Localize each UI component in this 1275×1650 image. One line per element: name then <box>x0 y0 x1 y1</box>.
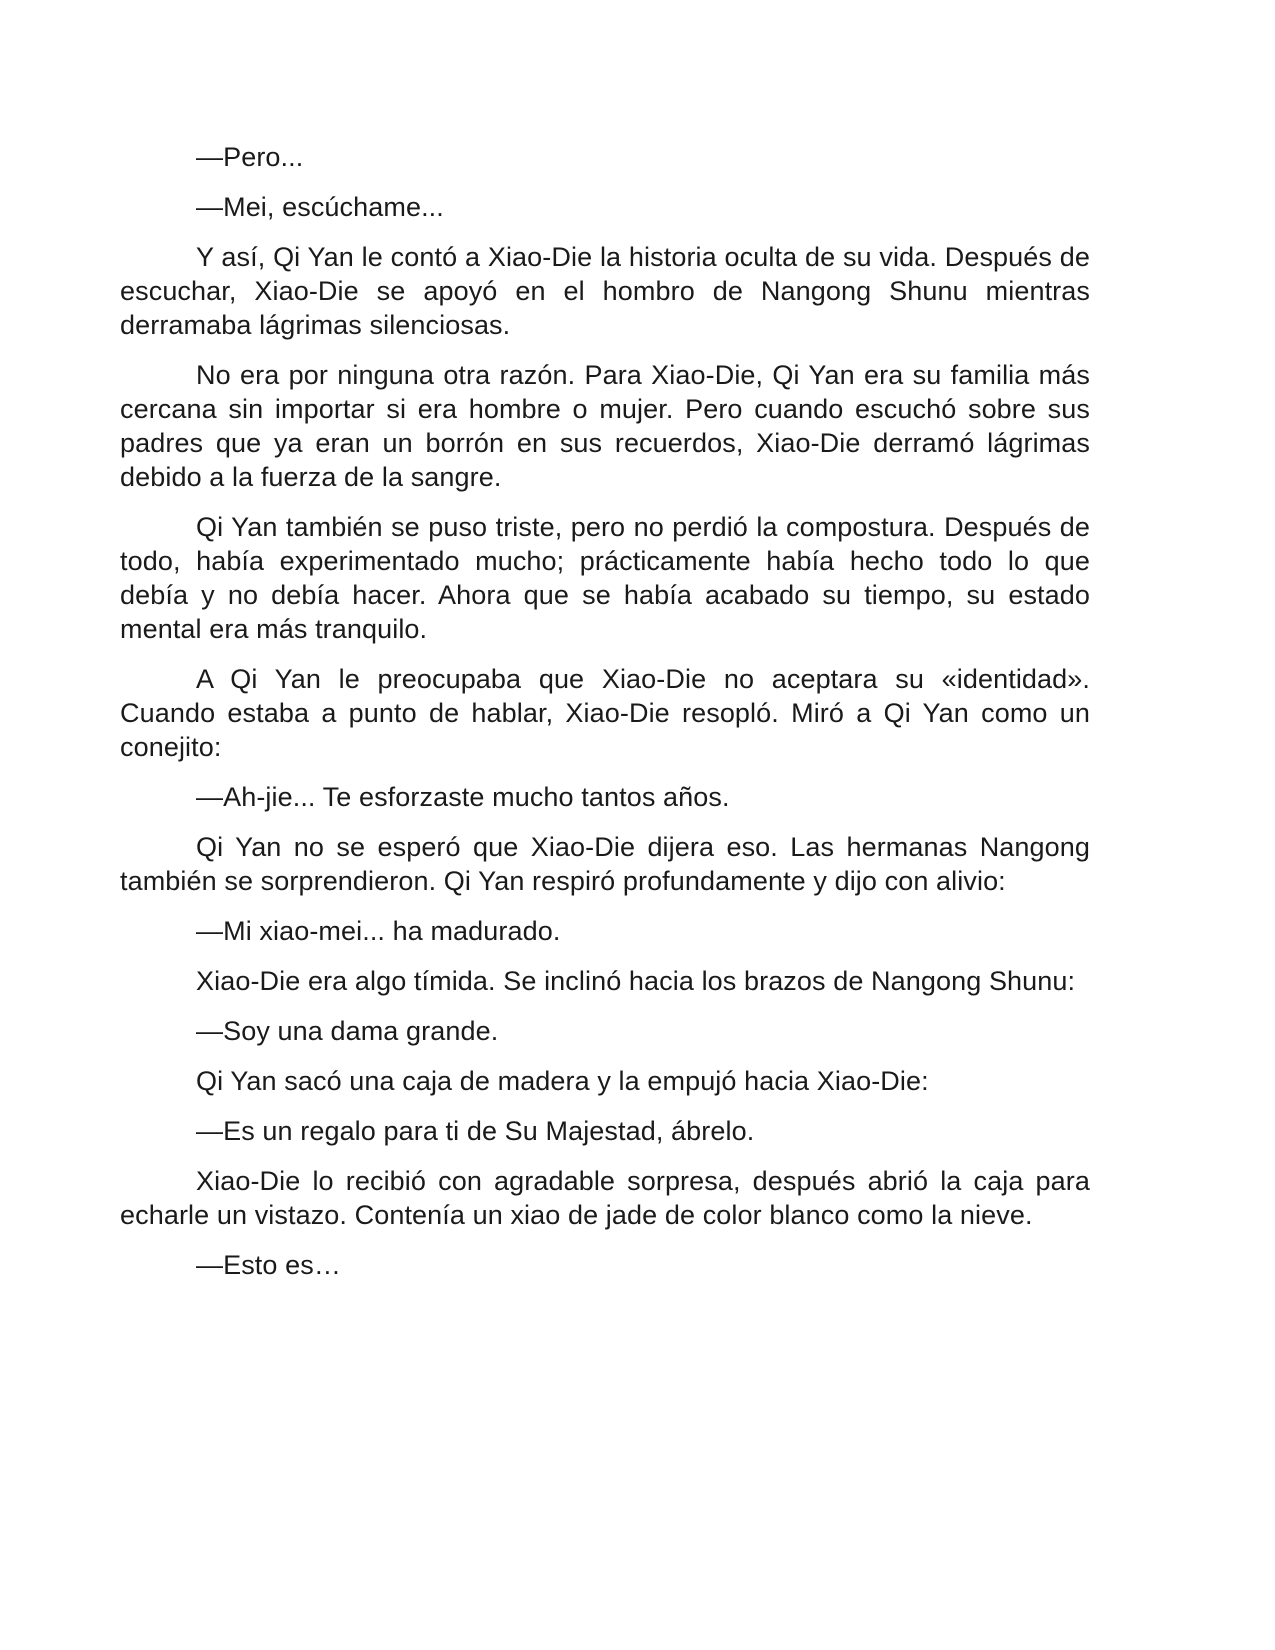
paragraph: —Pero... <box>196 142 304 172</box>
paragraph: —Esto es… <box>196 1250 341 1280</box>
paragraph: —Es un regalo para ti de Su Majestad, ábrelo. <box>196 1116 755 1146</box>
paragraph: Xiao-Die era algo tímida. Se inclinó hacia los brazos de Nangong Shunu: <box>196 966 1076 996</box>
paragraph: Qi Yan sacó una caja de madera y la empujó hacia Xiao-Die: <box>196 1066 929 1096</box>
paragraph: Xiao-Die lo recibió con agradable sorpresa, después abrió la caja para echarle un vistazo. Contenía un xiao de jade de color blanco como la nieve. <box>120 1166 1090 1230</box>
paragraph: No era por ninguna otra razón. Para Xiao-Die, Qi Yan era su familia más cercana sin importar si era hombre o mujer. Pero cuando escuchó sobre sus padres que ya eran un borrón en sus recuerdos, Xiao-Die derramó lágrimas debido a la fuerza de la sangre. <box>120 360 1090 492</box>
paragraph: —Mi xiao-mei... ha madurado. <box>196 916 561 946</box>
paragraph: A Qi Yan le preocupaba que Xiao-Die no aceptara su «identidad». Cuando estaba a punto de hablar, Xiao-Die resopló. Miró a Qi Yan como un conejito: <box>120 664 1090 762</box>
paragraph: Qi Yan no se esperó que Xiao-Die dijera eso. Las hermanas Nangong también se sorprendieron. Qi Yan respiró profundamente y dijo con alivio: <box>120 832 1090 896</box>
paragraph: —Ah-jie... Te esforzaste mucho tantos años. <box>196 782 730 812</box>
paragraph: Y así, Qi Yan le contó a Xiao-Die la historia oculta de su vida. Después de escuchar, Xiao-Die se apoyó en el hombro de Nangong Shunu mientras derramaba lágrimas silenciosas. <box>120 242 1090 340</box>
paragraph: Qi Yan también se puso triste, pero no perdió la compostura. Después de todo, había experimentado mucho; prácticamente había hecho todo lo que debía y no debía hacer. Ahora que se había acabado su tiempo, su estado mental era más tranquilo. <box>120 512 1090 644</box>
paragraph: —Soy una dama grande. <box>196 1016 499 1046</box>
document-page <box>120 140 1090 1298</box>
paragraph: —Mei, escúchame... <box>196 192 444 222</box>
